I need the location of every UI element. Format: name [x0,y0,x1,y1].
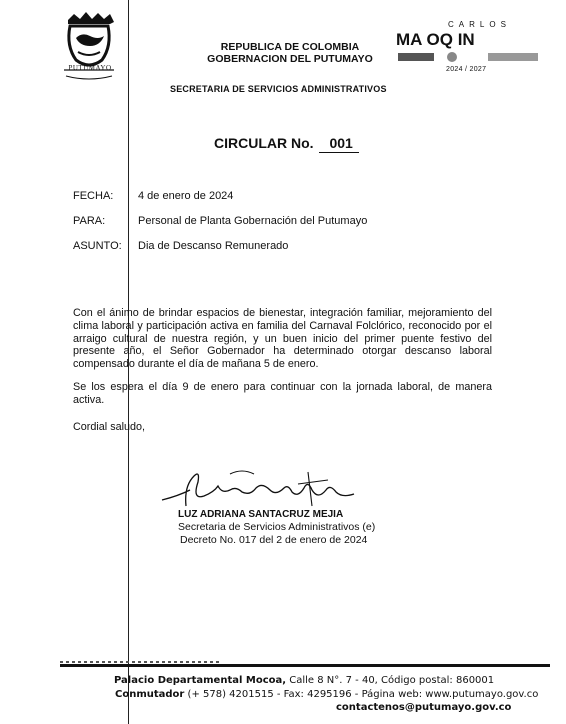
body-paragraph-1: Con el ánimo de brindar espacios de bienestar, integración familiar, mejoramiento del clima laboral y participación activa en familia del Carnaval Folclórico, reconocido por el arraigo cultural de nuestra región, y un buen inicio del primer puente festivo del presente año, el Señor Gobernador ha determinado otorgar descanso laboral compensado durante el día de mañana 5 de enero. [73,307,492,371]
asunto-value: Dia de Descanso Remunerado [138,240,289,252]
footer-address-bold: Palacio Departamental Mocoa, [114,675,287,686]
circular-label: CIRCULAR No. [214,135,314,151]
para-value: Personal de Planta Gobernación del Putumayo [138,215,368,227]
header-line-2: GOBERNACION DEL PUTUMAYO [207,53,373,65]
circular-title [214,135,359,153]
logo-ornament-icon [396,50,546,64]
footer-rule [60,664,550,667]
handwritten-signature [158,466,378,514]
signatory-role: Secretaria de Servicios Administrativos (e) [178,521,376,533]
footer-phone [115,689,538,700]
footer-email: contactenos@putumayo.gov.co [336,702,512,713]
footer-address-rest: Calle 8 N°. 7 - 40, Código postal: 860001 [286,675,495,686]
logo-years: 2024 / 2027 [446,66,487,73]
para-label: PARA: [73,215,106,227]
circular-number: 001 [319,135,358,153]
footer-address [114,675,494,686]
logo-carlos-text: CARLOS [448,20,511,29]
fecha-value: 4 de enero de 2024 [138,190,234,202]
department-title: SECRETARIA DE SERVICIOS ADMINISTRATIVOS [170,84,387,94]
footer-rule-dots [60,661,220,663]
putumayo-seal-icon [60,10,118,88]
signatory-decree: Decreto No. 017 del 2 de enero de 2024 [180,534,368,546]
footer-phone-rest: (+ 578) 4201515 - Fax: 4295196 - Página web: www.putumayo.gov.co [184,689,539,700]
fecha-label: FECHA: [73,190,114,202]
seal-label: PUTUMAYO [68,64,112,72]
header-line-1: REPUBLICA DE COLOMBIA [220,41,360,53]
logo-word: MA OQ IN [396,30,475,49]
footer-phone-bold: Conmutador [115,689,185,700]
body-paragraph-2: Se los espera el día 9 de enero para continuar con la jornada laboral, de manera activa. [73,381,492,406]
closing-greeting: Cordial saludo, [73,421,146,433]
government-logo [396,20,546,74]
signatory-name: LUZ ADRIANA SANTACRUZ MEJIA [178,509,344,520]
asunto-label: ASUNTO: [73,240,122,252]
